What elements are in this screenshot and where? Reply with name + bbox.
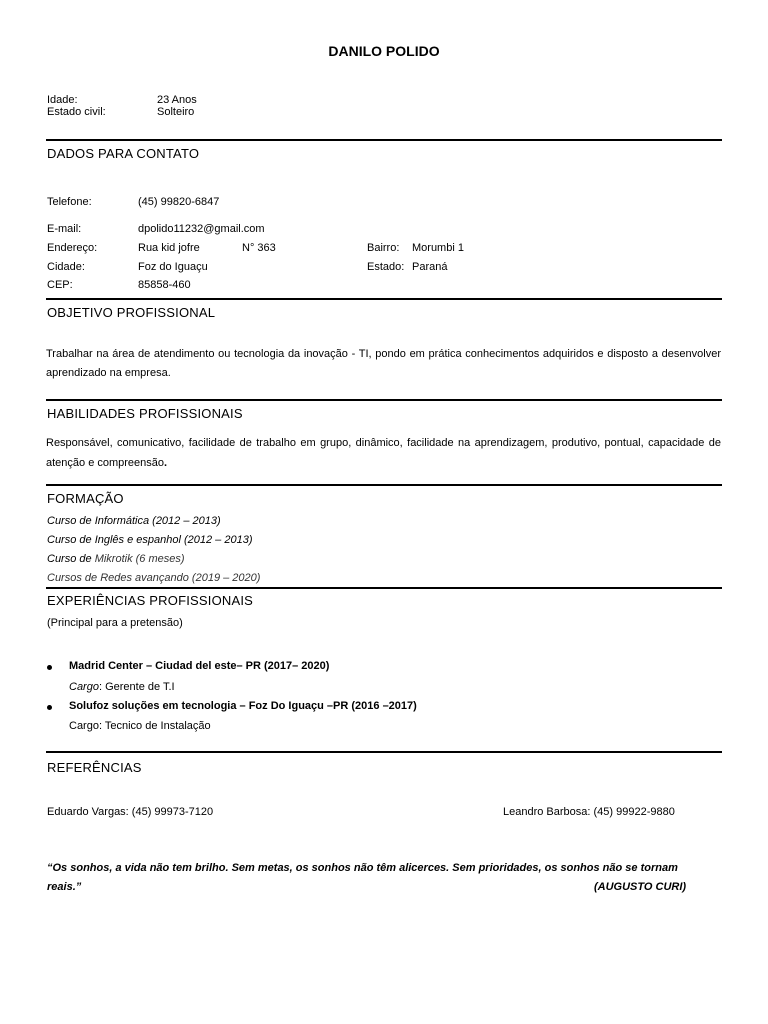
reference-item: Eduardo Vargas: (45) 99973-7120 — [47, 806, 214, 818]
education-item — [47, 553, 185, 565]
job-role — [69, 681, 175, 693]
section-divider — [46, 484, 722, 486]
job-role: Cargo: Tecnico de Instalação — [69, 720, 211, 732]
experience-note: (Principal para a pretensão) — [47, 617, 183, 629]
education-item-prefix: Curso de — [47, 553, 95, 565]
zip-label: CEP: — [47, 279, 73, 291]
age-value: 23 Anos — [157, 94, 197, 106]
quote-line: “Os sonhos, a vida não tem brilho. Sem metas, os sonhos não têm alicerces. Sem prioridades, os sonhos não se tornam — [47, 862, 678, 874]
quote-author: (AUGUSTO CURI) — [594, 881, 687, 893]
section-divider — [46, 298, 722, 300]
skills-text-end: . — [164, 457, 168, 469]
email-value: dpolido11232@gmail.com — [138, 223, 265, 235]
reference-item: Leandro Barbosa: (45) 99922-9880 — [503, 806, 675, 818]
phone-label: Telefone: — [47, 196, 92, 208]
section-divider — [46, 139, 722, 141]
address-number: N° 363 — [242, 242, 276, 254]
city-label: Cidade: — [47, 261, 85, 273]
skills-heading: HABILIDADES PROFISSIONAIS — [47, 406, 243, 421]
contact-heading: DADOS PARA CONTATO — [47, 146, 200, 161]
skills-text: Responsável, comunicativo, facilidade de trabalho em grupo, dinâmico, facilidade na aprendizagem, produtivo, pontual, capacidade de atenção e compreensão — [46, 437, 721, 469]
civil-status-label: Estado civil: — [47, 106, 106, 118]
objective-text: Trabalhar na área de atendimento ou tecnologia da inovação - TI, pondo em prática conhecimentos adquiridos e disposto a desenvolver aprendizado na empresa. — [46, 348, 721, 379]
phone-value: (45) 99820-6847 — [138, 196, 220, 208]
bullet-icon — [47, 665, 52, 670]
objective-heading: OBJETIVO PROFISSIONAL — [47, 305, 216, 320]
references-heading: REFERÊNCIAS — [47, 760, 142, 775]
address-value: Rua kid jofre — [138, 242, 200, 254]
job-role-label: Cargo — [69, 681, 99, 693]
quote-line: reais.” — [47, 881, 82, 893]
email-label: E-mail: — [47, 223, 82, 235]
skills-paragraph — [46, 433, 721, 473]
experience-heading: EXPERIÊNCIAS PROFISSIONAIS — [47, 593, 254, 608]
section-divider — [46, 587, 722, 589]
address-label: Endereço: — [47, 242, 98, 254]
education-item: Curso de Informática (2012 – 2013) — [47, 515, 221, 527]
zip-value: 85858-460 — [138, 279, 191, 291]
education-item: Curso de Inglês e espanhol (2012 – 2013) — [47, 534, 253, 546]
state-value: Paraná — [412, 261, 448, 273]
job-role-value: : Gerente de T.I — [98, 681, 175, 693]
education-item: Cursos de Redes avançando (2019 – 2020) — [47, 572, 261, 584]
resume-name: DANILO POLIDO — [328, 43, 440, 59]
bullet-icon — [47, 705, 52, 710]
state-label: Estado: — [367, 261, 405, 273]
district-value: Morumbi 1 — [412, 242, 464, 254]
city-value: Foz do Iguaçu — [138, 261, 208, 273]
civil-status-value: Solteiro — [157, 106, 195, 118]
age-label: Idade: — [47, 94, 78, 106]
education-heading: FORMAÇÃO — [47, 491, 124, 506]
district-label: Bairro: — [367, 242, 400, 254]
section-divider — [46, 399, 722, 401]
education-item-rest: Mikrotik (6 meses) — [94, 553, 185, 565]
section-divider — [46, 751, 722, 753]
job-title: Madrid Center – Ciudad del este– PR (2017– 2020) — [69, 660, 330, 672]
job-title: Solufoz soluções em tecnologia – Foz Do Iguaçu –PR (2016 –2017) — [69, 700, 417, 712]
